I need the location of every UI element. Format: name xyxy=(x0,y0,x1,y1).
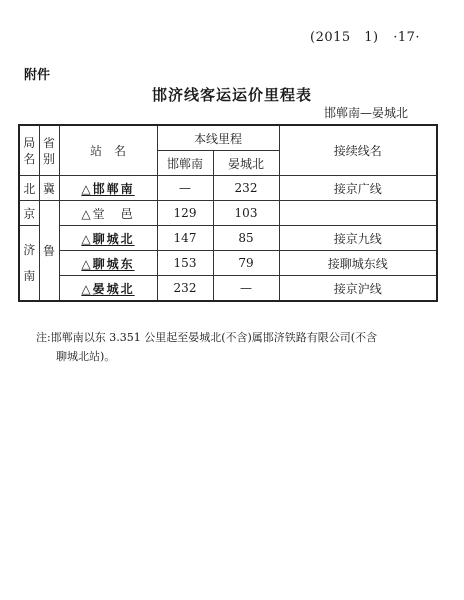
connecting-line: 接聊城东线 xyxy=(279,251,437,276)
km-from-yancheng-north: — xyxy=(213,276,279,302)
table-row xyxy=(19,201,437,226)
header-bureau-char-1: 局 xyxy=(23,135,36,150)
page-header xyxy=(310,26,420,45)
header-province-char-2: 别 xyxy=(42,151,55,166)
connecting-line: 接京广线 xyxy=(279,176,437,201)
header-km-handan-south: 邯郸南 xyxy=(157,151,213,176)
route-subtitle: 邯郸南—晏城北 xyxy=(323,106,408,120)
header-mileage-group: 本线里程 xyxy=(157,125,279,151)
km-from-yancheng-north: 79 xyxy=(213,251,279,276)
header-province-char-1: 省 xyxy=(42,135,55,150)
station-cell xyxy=(59,201,157,226)
connecting-line xyxy=(279,201,437,226)
km-from-yancheng-north: 85 xyxy=(213,226,279,251)
km-from-handan-south: 232 xyxy=(157,276,213,302)
station-name: △晏城北 xyxy=(81,281,135,296)
header-bureau xyxy=(19,125,39,176)
issue-number: (2015 1) xyxy=(310,30,379,45)
page-title: 邯济线客运运价里程表 xyxy=(151,86,312,104)
header-bureau-char-2: 名 xyxy=(23,151,36,166)
station-name: △堂 邑 xyxy=(81,206,135,221)
km-from-handan-south: 147 xyxy=(157,226,213,251)
mileage-table xyxy=(18,124,438,302)
table-note xyxy=(36,328,416,366)
header-station: 站 名 xyxy=(59,125,157,176)
table-header-row xyxy=(19,125,437,151)
bureau-jinan-char-2: 南 xyxy=(23,269,36,283)
station-name: △聊城东 xyxy=(81,256,135,271)
table-row xyxy=(19,251,437,276)
table-row xyxy=(19,226,437,251)
bureau-jinan xyxy=(19,226,39,302)
bureau-jinan-char-1: 济 xyxy=(23,243,36,257)
station-name: △邯郸南 xyxy=(81,181,135,196)
header-connecting-line: 接续线名 xyxy=(279,125,437,176)
station-cell xyxy=(59,276,157,302)
km-from-handan-south: — xyxy=(157,176,213,201)
province-hebei: 冀 xyxy=(39,176,59,201)
km-from-handan-south: 153 xyxy=(157,251,213,276)
header-km-yancheng-north: 晏城北 xyxy=(213,151,279,176)
connecting-line: 接京九线 xyxy=(279,226,437,251)
table-row xyxy=(19,276,437,302)
station-name: △聊城北 xyxy=(81,231,135,246)
province-shandong xyxy=(39,201,59,302)
bureau-beijing-top: 北 xyxy=(19,176,39,201)
attachment-label: 附件 xyxy=(24,68,51,83)
station-cell xyxy=(59,176,157,201)
km-from-handan-south: 129 xyxy=(157,201,213,226)
note-line-1: 注:邯郸南以东 3.351 公里起至晏城北(不含)属邯济铁路有限公司(不含 xyxy=(36,331,378,344)
province-shandong-label: 鲁 xyxy=(42,244,55,258)
km-from-yancheng-north: 103 xyxy=(213,201,279,226)
table-row xyxy=(19,176,437,201)
note-line-2: 聊城北站)。 xyxy=(56,350,116,363)
connecting-line: 接京沪线 xyxy=(279,276,437,302)
station-cell xyxy=(59,251,157,276)
km-from-yancheng-north: 232 xyxy=(213,176,279,201)
bureau-beijing-bottom: 京 xyxy=(19,201,39,226)
header-province xyxy=(39,125,59,176)
page-number: ·17· xyxy=(393,30,420,45)
station-cell xyxy=(59,226,157,251)
